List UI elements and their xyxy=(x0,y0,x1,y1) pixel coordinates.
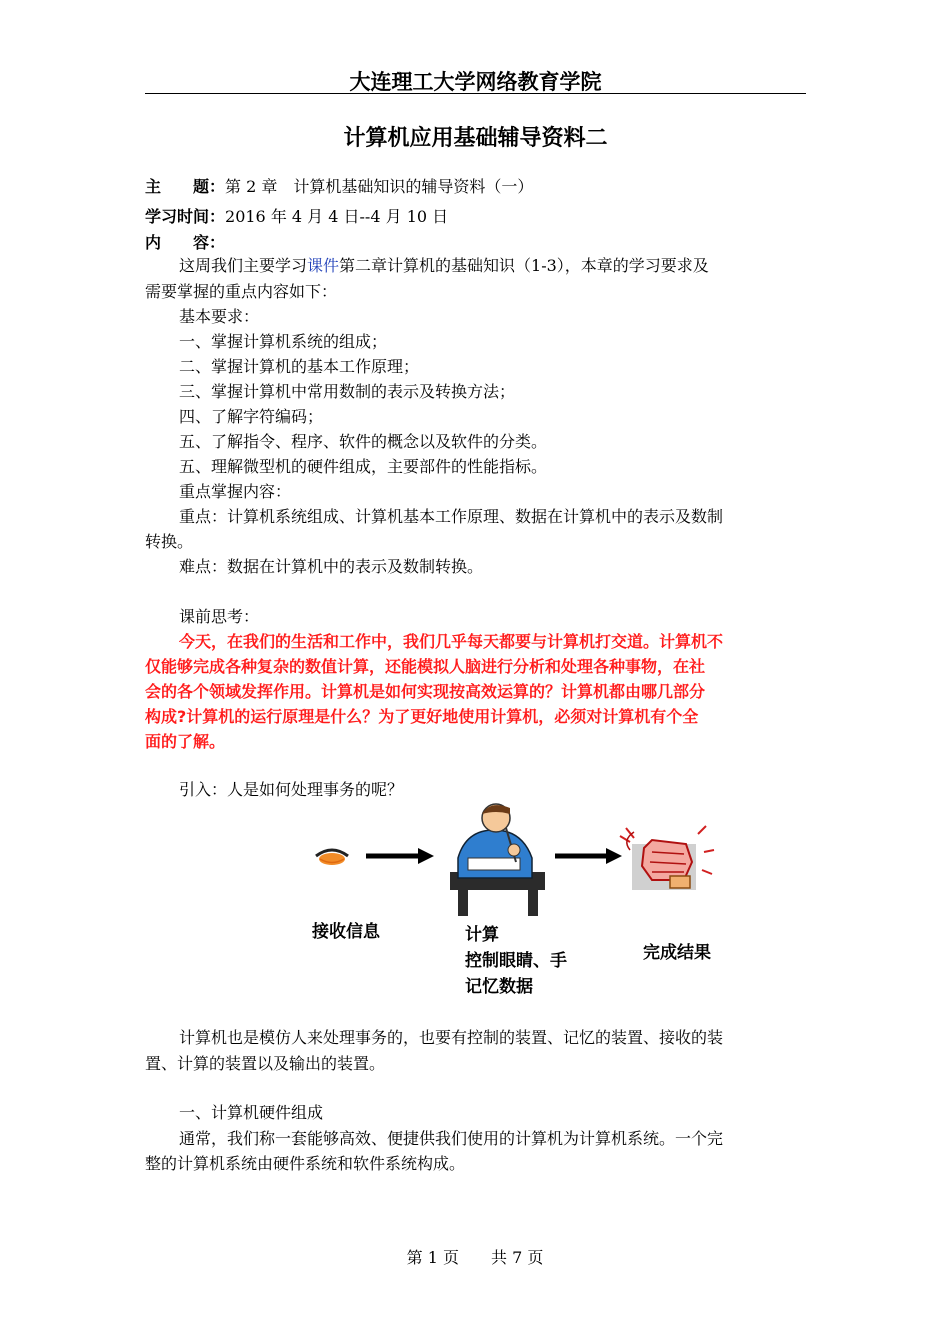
document-title: 计算机应用基础辅导资料二 xyxy=(343,126,608,151)
topic-line xyxy=(145,174,810,199)
requirements-heading: 基本要求： xyxy=(179,307,260,326)
intro-line-1 xyxy=(145,253,844,278)
requirement-item: 二、掌握计算机的基本工作原理； xyxy=(179,357,420,376)
intro-text-post: 第二章计算机的基础知识（1-3），本章的学习要求及 xyxy=(339,256,709,275)
requirement-item: 四、了解字符编码； xyxy=(179,407,324,426)
preview-text-line: 构成?计算机的运行原理是什么？为了更好地使用计算机，必须对计算机有个全 xyxy=(145,707,699,726)
difficulty-line: 难点：数据在计算机中的表示及数制转换。 xyxy=(179,557,484,576)
courseware-link[interactable]: 课件 xyxy=(307,256,340,275)
section-text-line-2: 整的计算机系统由硬件系统和软件系统构成。 xyxy=(145,1154,466,1173)
study-time-value: 2016 年 4 月 4 日--4 月 10 日 xyxy=(225,207,449,226)
memory-label: 记忆数据 xyxy=(465,977,533,997)
focus-line-2: 转换。 xyxy=(145,532,194,551)
eye-icon xyxy=(316,850,348,865)
content-label: 内 容： xyxy=(145,233,226,252)
requirement-item: 三、掌握计算机中常用数制的表示及转换方法； xyxy=(179,382,516,401)
requirement-item: 一、掌握计算机系统的组成； xyxy=(179,332,388,351)
topic-label: 主 题： xyxy=(145,177,226,196)
compute-label: 计算 xyxy=(465,925,499,945)
result-label: 完成结果 xyxy=(643,943,711,963)
section-heading: 一、计算机硬件组成 xyxy=(179,1103,324,1122)
institution-header: 大连理工大学网络教育学院 xyxy=(349,70,602,94)
content-line xyxy=(145,230,810,255)
control-label: 控制眼睛、手 xyxy=(465,951,567,971)
section-text-line-1: 通常，我们称一套能够高效、便捷供我们使用的计算机为计算机系统。一个完 xyxy=(179,1129,724,1148)
analogy-line-1: 计算机也是模仿人来处理事务的，也要有控制的装置、记忆的装置、接收的装 xyxy=(179,1028,724,1047)
study-time-label: 学习时间： xyxy=(145,207,226,226)
requirement-item: 五、理解微型机的硬件组成，主要部件的性能指标。 xyxy=(179,457,548,476)
preview-text-line: 面的了解。 xyxy=(145,732,226,751)
preview-text-line: 仅能够完成各种复杂的数值计算，还能模拟人脑进行分析和处理各种事物，在社 xyxy=(145,657,706,676)
requirement-item: 五、了解指令、程序、软件的概念以及软件的分类。 xyxy=(179,432,548,451)
process-diagram xyxy=(300,800,730,1005)
intro-text-pre: 这周我们主要学习 xyxy=(179,256,308,275)
topic-value: 第 2 章 计算机基础知识的辅导资料（一） xyxy=(225,177,534,196)
hand-pressing-button-icon xyxy=(620,826,714,890)
arrow-right-icon xyxy=(555,848,622,864)
preview-text-line: 今天，在我们的生活和工作中，我们几乎每天都要与计算机打交道。计算机不 xyxy=(179,632,724,651)
analogy-line-2: 置、计算的装置以及输出的装置。 xyxy=(145,1054,386,1073)
person-writing-icon xyxy=(450,804,545,916)
preview-heading: 课前思考： xyxy=(179,607,260,626)
intro-line-2: 需要掌握的重点内容如下： xyxy=(145,282,338,301)
key-points-heading: 重点掌握内容： xyxy=(179,482,292,501)
focus-line-1: 重点：计算机系统组成、计算机基本工作原理、数据在计算机中的表示及数制 xyxy=(179,507,724,526)
arrow-right-icon xyxy=(366,848,434,864)
lead-in-line: 引入：人是如何处理事务的呢？ xyxy=(179,780,404,799)
receive-info-label: 接收信息 xyxy=(312,922,380,942)
preview-text-line: 会的各个领域发挥作用。计算机是如何实现按高效运算的？计算机都由哪几部分 xyxy=(145,682,706,701)
study-time-line xyxy=(145,204,810,229)
header-divider xyxy=(145,93,806,94)
page-footer: 第 1 页 共 7 页 xyxy=(406,1248,544,1267)
